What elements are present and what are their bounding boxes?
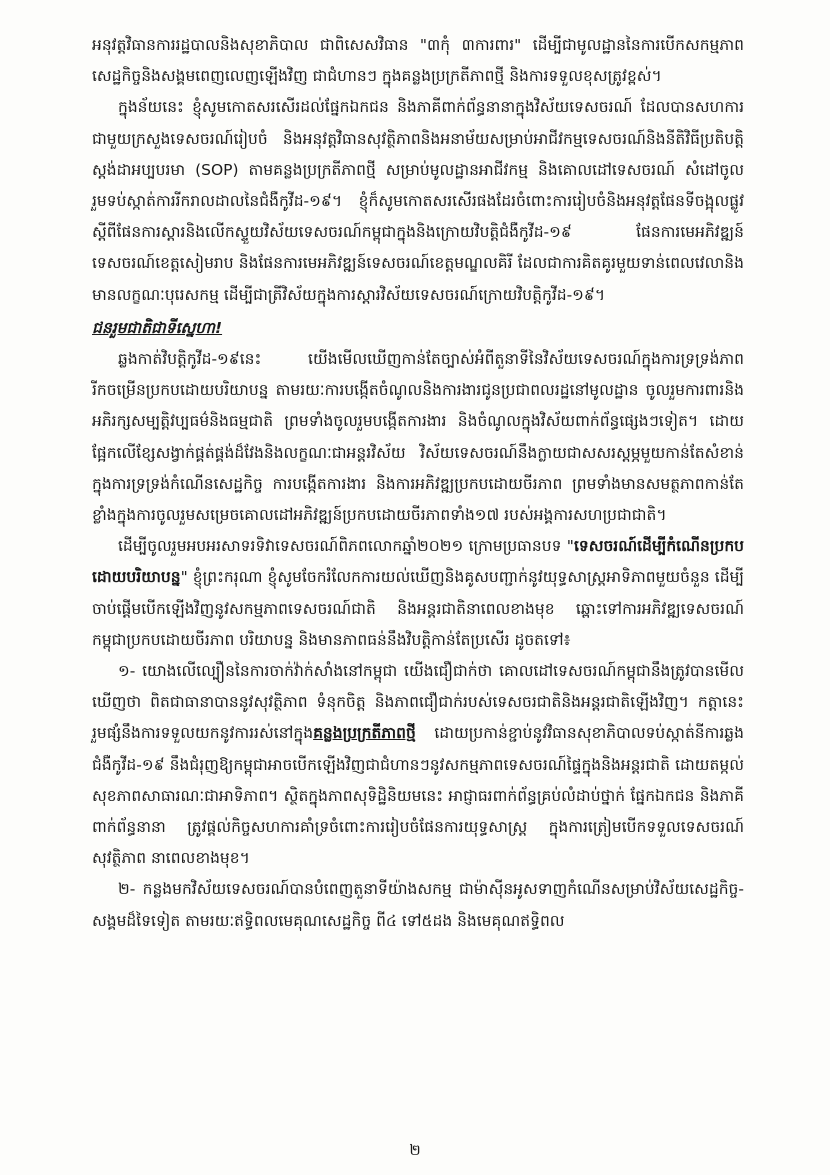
paragraph-3: ឆ្លងកាត់វិបត្តិកូវីដ-១៩នេះ យើងមើលឃើញកាន់តែច្បាស់អំពីតួនាទីនៃវិស័យទេសចរណ៍ក្នុងការទ្រទ្រង់ភាពរីកចម្រើនប្រកបដោយបរិយាបន្ន តាមរយៈការបង្កើតចំណូលនិងការងារជូនប្រជាពលរដ្ឋនៅមូលដ្ឋាន ចូលរួមការពារនិងអភិរក្សសម្បត្តិវប្បធម៌និងធម្មជាតិ ព្រមទាំងចូលរួមបង្កើតការងារ និងចំណូលក្នុងវិស័យពាក់ព័ន្ធផ្សេងៗទៀត។ ដោយផ្អែកលើខ្សែសង្វាក់ផ្គត់ផ្គង់ដ៏វែងនិងលក្ខណៈជាអន្តរវិស័យ វិស័យទេសចរណ៍នឹងក្លាយជាសសរស្តម្ភមួយកាន់តែសំខាន់ក្នុងការទ្រទ្រង់កំណើនសេដ្ឋកិច្ច ការបង្កើតការងារ និងការអភិវឌ្ឍប្រកបដោយចីរភាព ព្រមទាំងមានសមត្ថភាពកាន់តែខ្លាំងក្នុងការចូលរួមសម្រេចគោលដៅអភិវឌ្ឍន៍ប្រកបដោយចីរភាពទាំង១៧ របស់អង្គការសហប្រជាជាតិ។ (92, 350, 744, 525)
paragraph-2: ក្នុងន័យនេះ ខ្ញុំសូមកោតសរសើរដល់ផ្នែកឯកជន និងភាគីពាក់ព័ន្ធនានាក្នុងវិស័យទេសចរណ៍ ដែលបានសហការជាមួយក្រសួងទេសចរណ៍រៀបចំ និងអនុវត្តវិធានសុវត្ថិភាពនិងអនាម័យសម្រាប់អាជីវកម្មទេសចរណ៍និងនីតិវិធីប្រតិបត្តិស្តង់ដាអប្បបរមា (SOP) តាមគន្លងប្រក្រតីភាពថ្មី សម្រាប់មូលដ្ឋានអាជីវកម្ម និងគោលដៅទេសចរណ៍ សំដៅចូលរួមទប់ស្កាត់ការរីករាលដាលនៃជំងឺកូវីដ-១៩។ ខ្ញុំក៏សូមកោតសរសើរផងដែរចំពោះការរៀបចំនិងអនុវត្តផែនទីចង្អុលផ្លូវ ស្តីពីផែនការស្តារនិងលើកស្ទួយវិស័យទេសចរណ៍កម្ពុជាក្នុងនិងក្រោយវិបត្តិជំងឺកូវីដ-១៩ ផែនការមេអភិវឌ្ឍន៍ទេសចរណ៍ខេត្តសៀមរាប និងផែនការមេអភិវឌ្ឍន៍ទេសចរណ៍ខេត្តមណ្ឌលគិរី ដែលជាការគិតគូរមួយទាន់ពេលវេលានិងមានលក្ខណៈបុរេសកម្ម ដើម្បីជាត្រីវិស័យក្នុងការស្តារវិស័យទេសចរណ៍ក្រោយវិបត្តិកូវីដ-១៩។ (92, 98, 744, 304)
paragraph-6: ២- កន្លងមកវិស័យទេសចរណ៍បានបំពេញតួនាទីយ៉ាងសកម្ម ជាម៉ាស៊ីនអូសទាញកំណើនសម្រាប់វិស័យសេដ្ឋកិច្ច-សង្គមដ៏ទៃទៀត តាមរយៈឥទ្ធិពលមេគុណសេដ្ឋកិច្ច ពី៤ ទៅ៥ដង និងមេគុណឥទ្ធិពល (92, 880, 744, 930)
paragraph-4 (92, 531, 744, 656)
paragraph-5-text-a: ១- យោងលើល្បឿននៃការចាក់វ៉ាក់សាំងនៅកម្ពុជា យើងជឿជាក់ថា គោលដៅទេសចរណ៍កម្ពុជានឹងត្រូវបានមើលឃើញថា ពិតជាធានាបាននូវសុវត្ថិភាព ទំនុកចិត្ត និងភាពជឿជាក់របស់ទេសចរជាតិនិងអន្តរជាតិឡើងវិញ។ កត្តានេះ រួមផ្សំនឹងការទទួលយកនូវការរស់នៅក្នុង (92, 662, 744, 743)
page-number: ២ (409, 1141, 421, 1159)
document-body (92, 30, 744, 937)
paragraph-5-text-b: ដោយប្រកាន់ខ្ជាប់នូវវិធានសុខាភិបាលទប់ស្កាត់នីការឆ្លងជំងឺកូវីដ-១៩ នឹងជំរុញឱ្យកម្ពុជាអាចបើកឡើងវិញជាជំហានៗនូវសកម្មភាពទេសចរណ៍ផ្ទៃក្នុងនិងអន្តរជាតិ ដោយតម្កល់សុខភាពសាធារណៈជាអាទិភាព។ ស្ថិតក្នុងភាពសុទិដ្ឋិនិយមនេះ អាជ្ញាធរពាក់ព័ន្ធគ្រប់លំដាប់ថ្នាក់ ផ្នែកឯកជន និងភាគីពាក់ព័ន្ធនានា ត្រូវផ្តល់កិច្ចសហការគាំទ្រចំពោះការរៀបចំផែនការយុទ្ធសាស្ត្រ ក្នុងការត្រៀមបើកទទួលទេសចរណ៍សុវត្ថិភាព នាពេលខាងមុខ។ (92, 724, 744, 868)
paragraph-5 (92, 656, 744, 874)
new-normal-emphasis: គន្លងប្រក្រតីភាពថ្មី (313, 724, 416, 743)
section-heading: ជនរួមជាតិជាទីស្នេហា! (92, 318, 223, 337)
world-tourism-day-theme: ទេសចរណ៍ដើម្បីកំណើនប្រកបដោយបរិយាបន្ន (92, 537, 744, 587)
paragraph-4-text-a: ដើម្បីចូលរួមអបអរសាទរទិវាទេសចរណ៍ពិភពលោកឆ្នាំ២០២១ ក្រោមប្រធានបទ " (118, 537, 574, 556)
paragraph-4-text-b: " ខ្ញុំព្រះករុណា ខ្ញុំសូមចែករំលែកការយល់ឃើញនិងគូសបញ្ជាក់នូវយុទ្ធសាស្ត្រអាទិភាពមួយចំនួន ដើម្បីចាប់ផ្តើមបើកឡើងវិញនូវសកម្មភាពទេសចរណ៍ជាតិ និងអន្តរជាតិនាពេលខាងមុខ ឆ្ពោះទៅការអភិវឌ្ឍទេសចរណ៍កម្ពុជាប្រកបដោយចីរភាព បរិយាបន្ន និងមានភាពធន់នឹងវិបត្តិកាន់តែប្រសើរ ដូចតទៅ៖ (92, 568, 744, 649)
paragraph-1: អនុវត្តវិធានការរដ្ឋបាលនិងសុខាភិបាល ជាពិសេសវិធាន "៣កុំ ៣ការពារ" ដើម្បីជាមូលដ្ឋាននៃការបើកសកម្មភាពសេដ្ឋកិច្ចនិងសង្គមពេញលេញឡើងវិញ ជាជំហានៗ ក្នុងគន្លងប្រក្រតីភាពថ្មី និងការទទួលខុសត្រូវខ្ពស់។ (92, 36, 744, 86)
